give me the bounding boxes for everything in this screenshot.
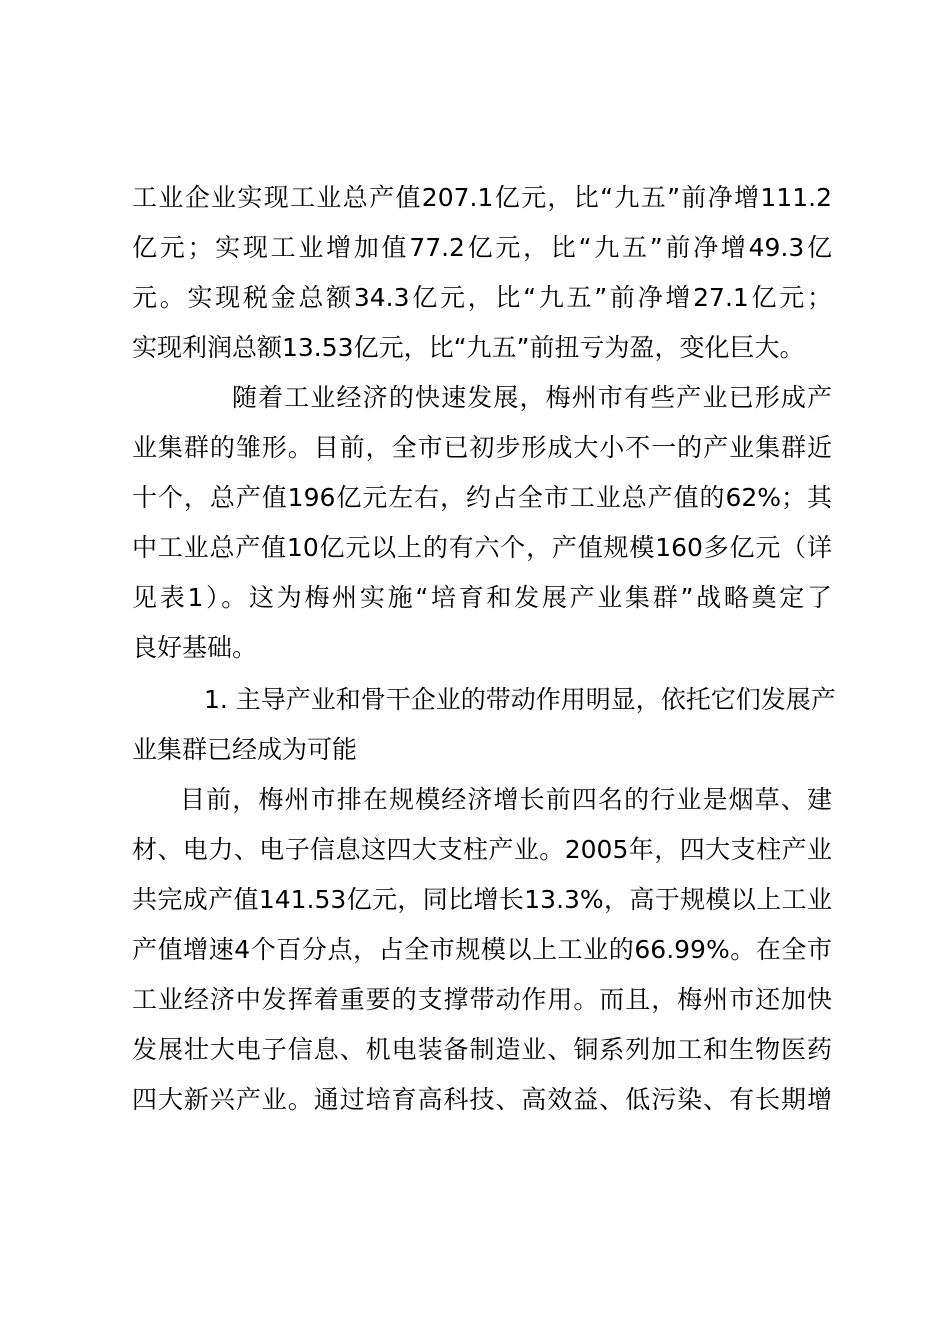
text-line: 中工业总产值10亿元以上的有六个，产值规模160多亿元（详	[132, 533, 832, 562]
text-line: 见表1）。这为梅州实施“培育和发展产业集群”战略奠定了	[132, 583, 832, 612]
section-heading: 1. 主导产业和骨干企业的带动作用明显，依托它们发展产	[204, 685, 836, 714]
text-line: 发展壮大电子信息、机电装备制造业、铜系列加工和生物医药	[132, 1035, 832, 1064]
text-line: 产值增速4个百分点，占全市规模以上工业的66.99%。在全市	[132, 935, 832, 964]
text-line: 工业经济中发挥着重要的支撑带动作用。而且，梅州市还加快	[132, 985, 832, 1014]
text-line: 良好基础。	[132, 633, 258, 662]
text-line: 四大新兴产业。通过培育高科技、高效益、低污染、有长期增	[132, 1085, 832, 1114]
text-line: 共完成产值141.53亿元，同比增长13.3%，高于规模以上工业	[132, 885, 832, 914]
text-line: 工业企业实现工业总产值207.1亿元，比“九五”前净增111.2	[132, 183, 832, 212]
paragraph-first-line: 目前，梅州市排在规模经济增长前四名的行业是烟草、建	[180, 785, 832, 814]
paragraph-first-line: 随着工业经济的快速发展，梅州市有些产业已形成产	[232, 383, 832, 412]
section-heading-continued: 业集群已经成为可能	[132, 735, 358, 764]
text-line: 材、电力、电子信息这四大支柱产业。2005年，四大支柱产业	[132, 835, 832, 864]
text-line: 元。实现税金总额34.3亿元，比“九五”前净增27.1亿元；	[132, 283, 832, 312]
text-line: 十个，总产值196亿元左右，约占全市工业总产值的62%；其	[132, 483, 832, 512]
text-line: 亿元；实现工业增加值77.2亿元，比“九五”前净增49.3亿	[132, 233, 832, 262]
text-line: 业集群的雏形。目前，全市已初步形成大小不一的产业集群近	[132, 433, 832, 462]
text-line: 实现利润总额13.53亿元，比“九五”前扭亏为盈，变化巨大。	[132, 333, 805, 362]
